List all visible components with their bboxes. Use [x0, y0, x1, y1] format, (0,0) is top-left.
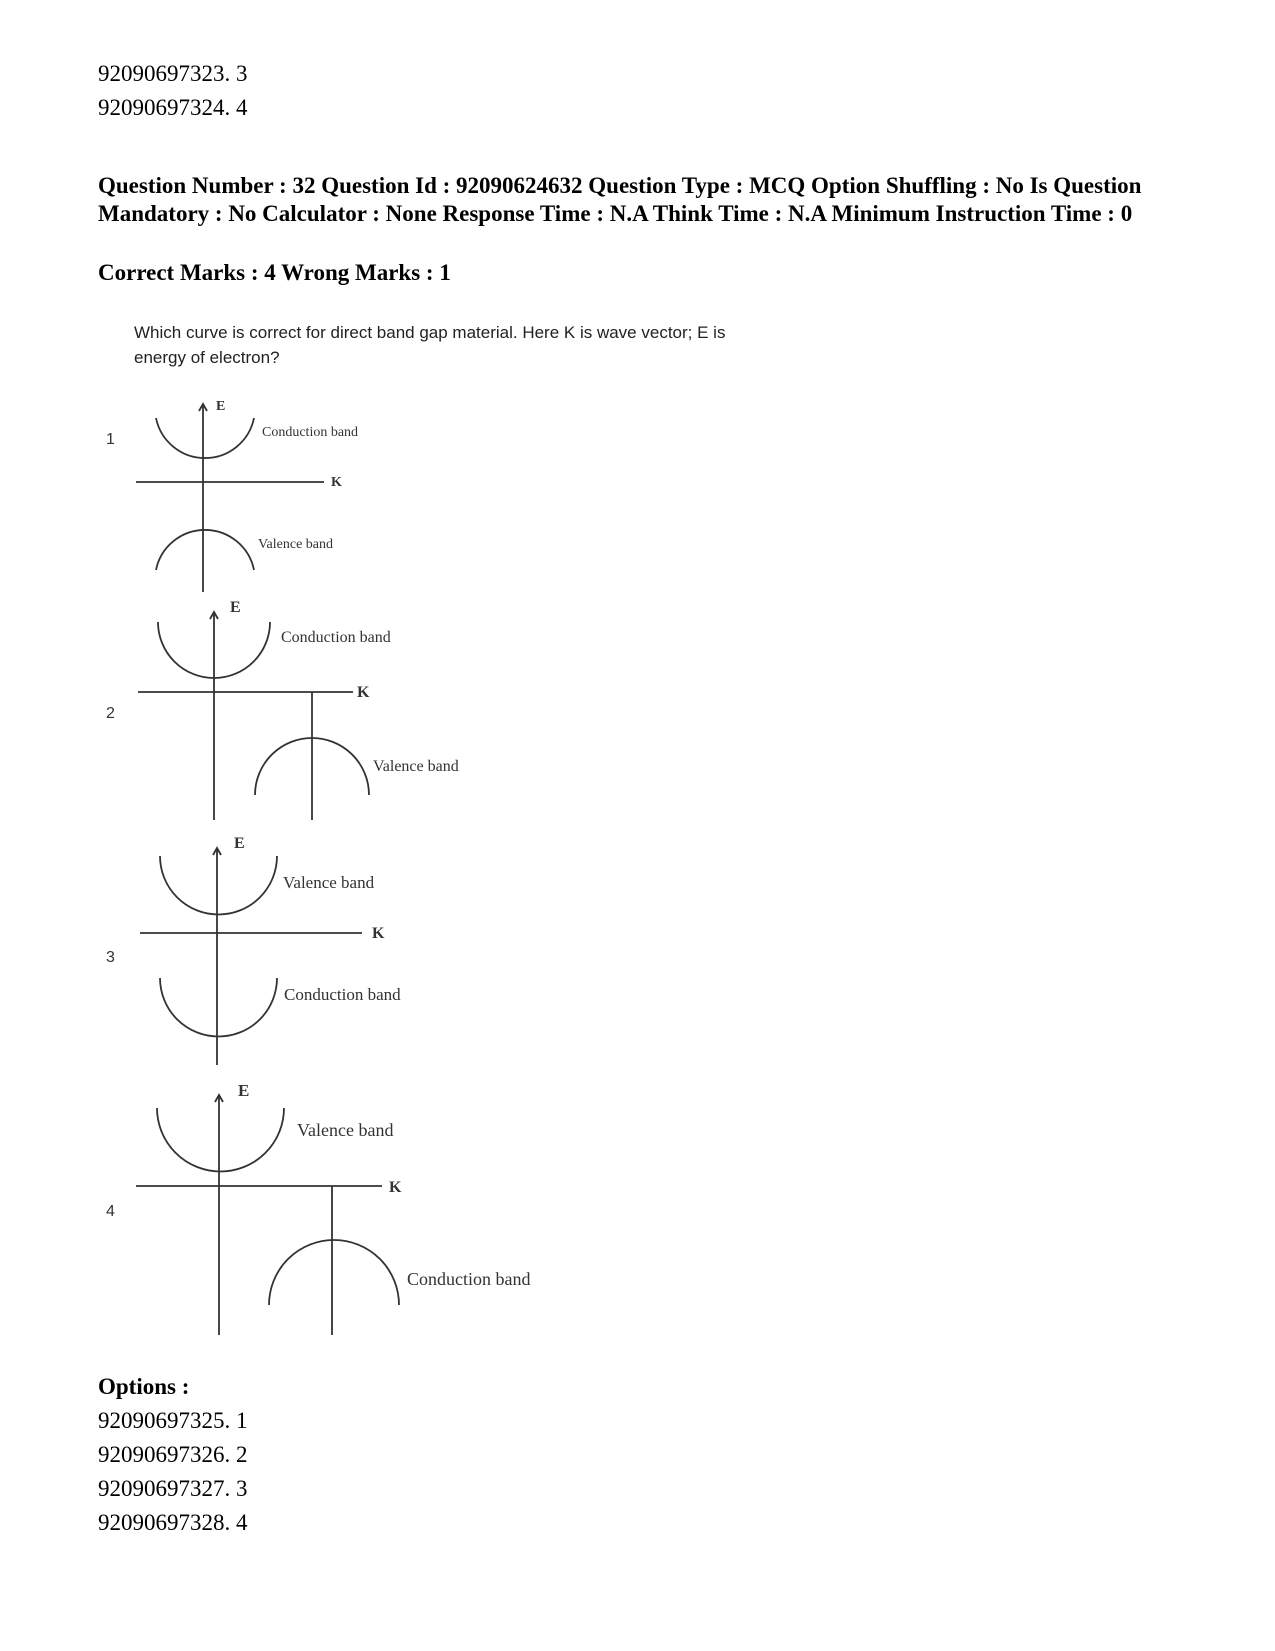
- figure-4-upper-curve: [157, 1108, 284, 1171]
- figure-4-lower-band-label: Conduction band: [407, 1269, 531, 1289]
- question-metadata: Question Number : 32 Question Id : 92090624632 Question Type : MCQ Option Shuffling : No Is Question Mandatory : No Calculator : None Response Time : N.A Think Time : N.A Minimum Instruction Time : 0: [98, 173, 1142, 226]
- option-4: 92090697328. 4: [98, 1510, 248, 1535]
- figure-3-e-label: E: [234, 835, 245, 852]
- question-marks: Correct Marks : 4 Wrong Marks : 1: [98, 260, 451, 285]
- option-3: 92090697327. 3: [98, 1476, 248, 1501]
- previous-option-3: 92090697323. 3: [98, 61, 248, 86]
- figure-2-upper-band-label: Conduction band: [281, 629, 391, 646]
- figure-3-number: 3: [106, 949, 115, 966]
- figure-4-k-label: K: [389, 1179, 402, 1196]
- figure-2-k-label: K: [357, 684, 370, 701]
- figure-1-valence-curve: [156, 530, 254, 570]
- figure-3-lower-curve: [160, 978, 277, 1037]
- figure-1-e-label: E: [216, 399, 226, 414]
- figure-4-lower-curve: [269, 1240, 399, 1305]
- figure-2-lower-band-label: Valence band: [373, 758, 459, 775]
- figure-1-conduction-curve: [156, 418, 254, 458]
- option-2: 92090697326. 2: [98, 1442, 248, 1467]
- figure-1-number: 1: [106, 431, 115, 448]
- figure-4-e-label: E: [238, 1081, 250, 1100]
- options-heading: Options :: [98, 1374, 190, 1399]
- figure-4-upper-band-label: Valence band: [297, 1120, 394, 1140]
- figure-3-k-label: K: [372, 925, 385, 942]
- figure-1-lower-band-label: Valence band: [258, 537, 334, 552]
- figure-1-upper-band-label: Conduction band: [262, 425, 359, 440]
- figure-3-lower-band-label: Conduction band: [284, 985, 401, 1004]
- figure-3-upper-curve: [160, 856, 277, 915]
- previous-option-4: 92090697324. 4: [98, 95, 248, 120]
- figure-1-k-label: K: [331, 475, 342, 490]
- figure-4-number: 4: [106, 1203, 115, 1220]
- question-text: Which curve is correct for direct band gap material. Here K is wave vector; E is energy of electron?: [134, 323, 726, 367]
- figure-2-number: 2: [106, 705, 115, 722]
- figure-3-upper-band-label: Valence band: [283, 873, 375, 892]
- option-1: 92090697325. 1: [98, 1408, 248, 1433]
- figure-2-e-label: E: [230, 599, 241, 616]
